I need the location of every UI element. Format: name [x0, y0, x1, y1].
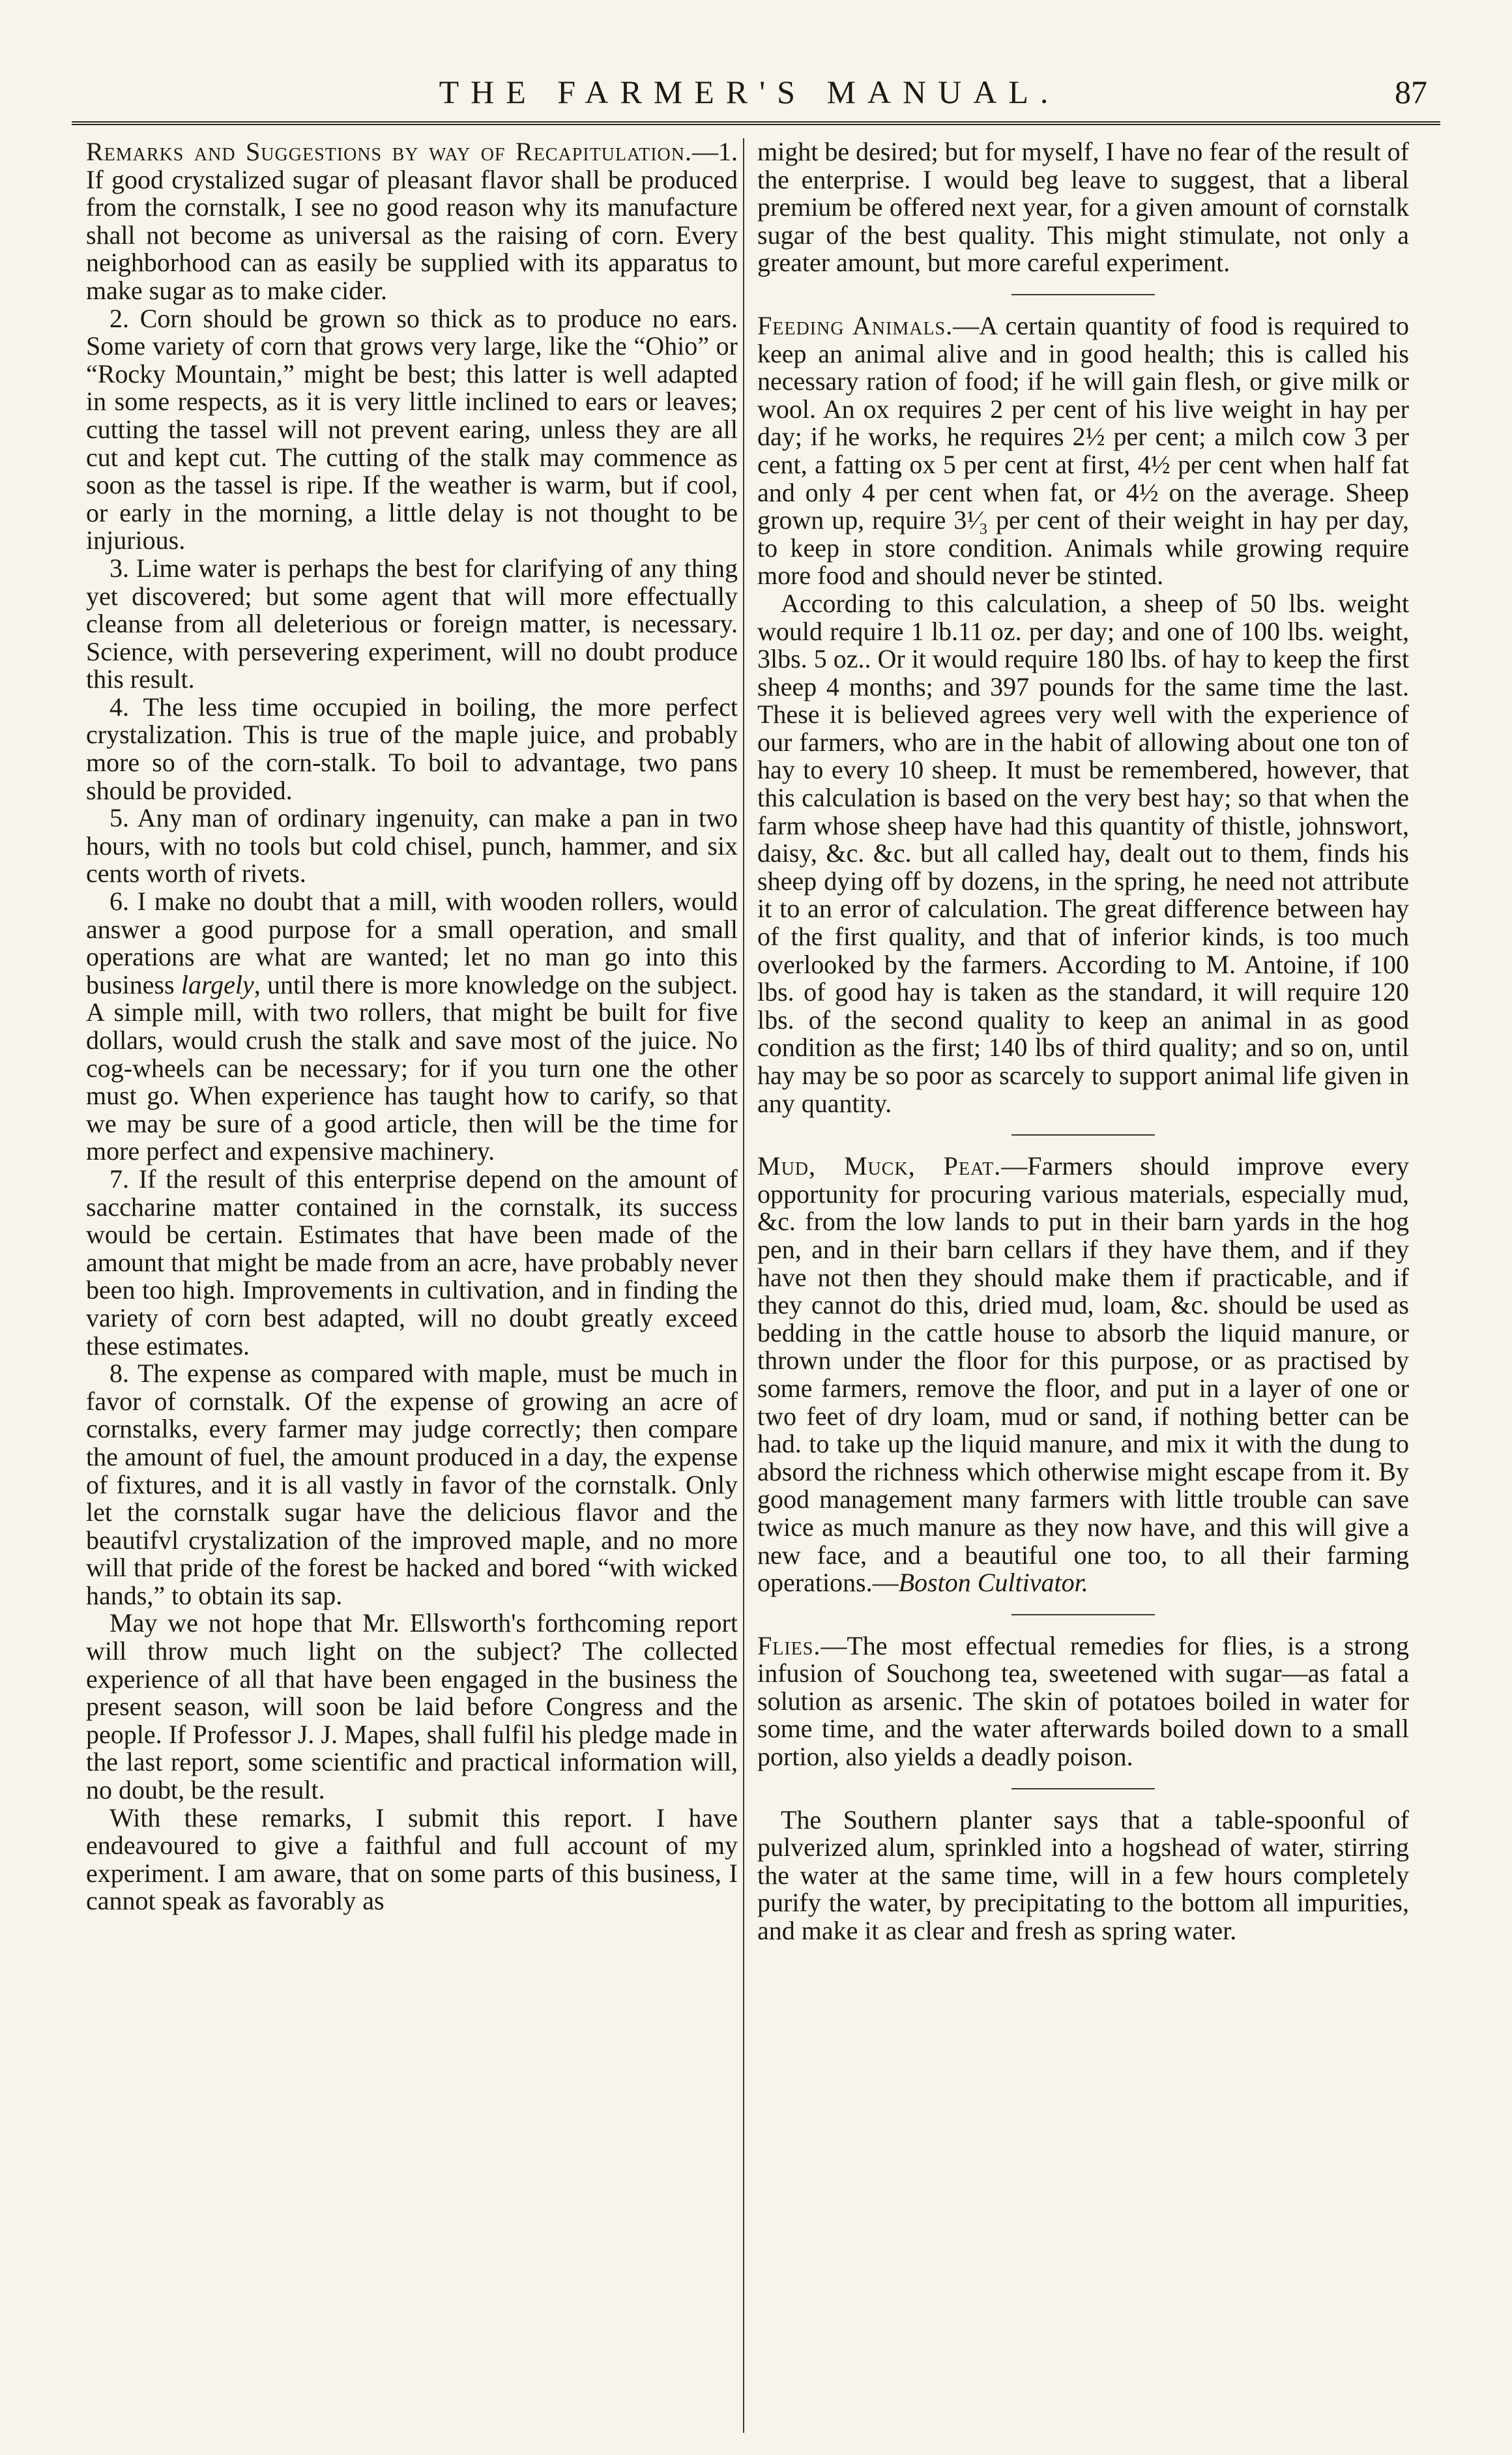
source-attribution: Boston Cultivator.: [898, 1568, 1088, 1598]
paragraph-text: —Farmers should improve every opportunity for procuring various materials, especially mud, &c. from the low lands to put in their barn yards in the hog pen, and in their barn cellars if they have them, and if they have not then they should make them if practicable, and if they cannot do this, dried mud, loam, &c. should be used as bedding in the cattle house to absorb the liquid manure, or thrown under the floor for this purpose, or as practised by some farmers, remove the floor, and put in a layer of one or two feet of dry loam, mud or sand, if nothing better can be had. to take up the liquid manure, and mix it with the dung to absord the richness which otherwise might escape from it. By good management many farmers with little trouble can save twice as much manure as they now have, and this will give a new face, and a beautiful one too, to all their farming operations.—: [757, 1151, 1409, 1598]
page-number: 87: [1395, 74, 1427, 110]
paragraph-text: , until there is more knowledge on the subject. A simple mill, with two rollers, that might be built for five dollars, would crush the stalk and save most of the juice. No cog-wheels can be necessary; for if you turn one the other must go. When experience has taught how to carify, so that we may be sure of a good article, then will be the time for more perfect and expensive machinery.: [86, 969, 738, 1166]
paragraph: [86, 888, 738, 1166]
paragraph: 8. The expense as compared with maple, must be much in favor of cornstalk. Of the expense of growing an acre of cornstalks, every farmer may judge correctly; then compare the amount of fuel, the amount produced in a day, the expense of fixtures, and it is all vastly in favor of the cornstalk. Only let the cornstalk sugar have the delicious flavor and the beautifvl crystalization of the improved maple, and no more will that pride of the forest be hacked and bored “with wicked hands,” to obtain its sap.: [86, 1359, 738, 1610]
running-title: THE FARMER'S MANUAL.: [439, 74, 1060, 110]
article-separator: [1011, 1788, 1155, 1789]
section-heading: Flies.: [757, 1630, 821, 1660]
paragraph: 3. Lime water is perhaps the best for clarifying of any thing yet discovered; but some agent that will more effectually cleanse from all deleterious or foreign matter, is necessary. Science, with persevering experiment, will no doubt produce this result.: [86, 553, 738, 694]
article-separator: [1011, 1614, 1155, 1615]
paragraph-text: —A certain quantity of food is required to keep an animal alive and in good health; this is called his necessary ration of food; if he will gain flesh, or give milk or wool. An ox requires 2 per cent of his live weight in hay per day; if he works, he requires 2½ per cent; a milch cow 3 per cent, a fatting ox 5 per cent at first, 4½ per cent when half fat and only 4 per cent when fat, or 4½ on the average. Sheep grown up, require 3¹⁄₃ per cent of their weight in hay per day, to keep in store condition. Animals while growing require more food and should never be stinted.: [757, 310, 1409, 591]
paragraph: With these remarks, I submit this report. I have endeavoured to give a faithful and full account of my experiment. I am aware, that on some parts of this business, I cannot speak as favorably as: [86, 1802, 738, 1916]
section-heading: Feeding Animals.: [757, 310, 953, 340]
paragraph: 2. Corn should be grown so thick as to produce no ears. Some variety of corn that grows very large, like the “Ohio” or “Rocky Mountain,” might be best; this latter is well adapted in some respects, as it is very little inclined to ears or leaves; cutting the tassel will not prevent earing, unless they are all cut and kept cut. The cutting of the stalk may commence as soon as the tassel is ripe. If the weather is warm, but if cool, or early in the morning, a little delay is not thought to be injurious.: [86, 303, 738, 555]
feeding-animals-paragraph: [757, 312, 1409, 590]
right-column: [757, 138, 1409, 1945]
mud-muck-peat-paragraph: [757, 1153, 1409, 1597]
column-divider: [743, 138, 744, 2433]
paragraph-text: —1. If good crystalized sugar of pleasant flavor shall be produced from the cornstalk, I see no good reason why its manufacture shall not become as universal as the raising of corn. Every neighborhood can as easily be supplied with its apparatus to make sugar as to make cider.: [86, 137, 738, 305]
section-heading: Mud, Muck, Peat.: [757, 1151, 1002, 1181]
paragraph: 5. Any man of ordinary ingenuity, can make a pan in two hours, with no tools but cold chisel, punch, hammer, and six cents worth of rivets.: [86, 803, 738, 889]
paragraph-text: —The most effectual remedies for flies, is a strong infusion of Souchong tea, sweetened with sugar—as fatal a solution as arsenic. The skin of potatoes boiled in water for some time, and the water afterwards boiled down to a small portion, also yields a deadly poison.: [757, 1630, 1409, 1772]
paragraph: 7. If the result of this enterprise depend on the amount of saccharine matter contained in the cornstalk, its success would be certain. Estimates that have been made of the amount that might be made from an acre, have probably never been too high. Improvements in cultivation, and in finding the variety of corn best adapted, will no doubt greatly exceed these estimates.: [86, 1164, 738, 1360]
recapitulation-paragraph: [86, 138, 738, 305]
paragraph: The Southern planter says that a table-spoonful of pulverized alum, sprinkled into a hogshead of water, stirring the water at the same time, will in a few hours completely purify the water, by precipitating to the bottom all impurities, and make it as clear and fresh as spring water.: [757, 1804, 1409, 1946]
paragraph: According to this calculation, a sheep of 50 lbs. weight would require 1 lb.11 oz. per day; and one of 100 lbs. weight, 3lbs. 5 oz.. Or it would require 180 lbs. of hay to keep the first sheep 4 months; and 397 pounds for the same time the last. These it is believed agrees very well with the experience of our farmers, who are in the habit of allowing about one ton of hay to every 10 sheep. It must be remembered, however, that this calculation is based on the very best hay; so that when the farm whose sheep have had this quantity of thistle, johnswort, daisy, &c. &c. but all called hay, dealt out to them, finds his sheep dying off by dozens, in the spring, he need not attribute it to an error of calculation. The great difference between hay of the first quality, and that of inferior kinds, is too much overlooked by the farmers. According to M. Antoine, if 100 lbs. of good hay is taken as the standard, it will require 120 lbs. of the second quality to keep an animal in as good condition as the first; 140 lbs of third quality; and so on, until hay may be so poor as scarcely to support animal life given in any quantity.: [757, 588, 1409, 1118]
emphasis-text: largely: [181, 969, 254, 999]
article-separator: [1011, 294, 1155, 295]
article-separator: [1011, 1134, 1155, 1136]
section-heading: Remarks and Suggestions by way of Recapitulation.: [86, 137, 692, 166]
flies-paragraph: [757, 1632, 1409, 1771]
header-rule: [72, 121, 1440, 125]
paragraph: might be desired; but for myself, I have no fear of the result of the enterprise. I would beg leave to suggest, that a liberal premium be offered next year, for a given amount of cornstalk sugar of the best quality. This might stimulate, not only a greater amount, but more careful experiment.: [757, 137, 1409, 278]
paragraph: May we not hope that Mr. Ellsworth's forthcoming report will throw much light on the subject? The collected experience of all that have been engaged in the business the present season, will soon be laid before Congress and the people. If Professor J. J. Mapes, shall fulfil his pledge made in the last report, some scientific and practical information will, no doubt, be the result.: [86, 1608, 738, 1805]
left-column: [86, 138, 738, 1915]
paragraph: 4. The less time occupied in boiling, the more perfect crystalization. This is true of the maple juice, and probably more so of the corn-stalk. To boil to advantage, two pans should be provided.: [86, 692, 738, 805]
paragraph-text: 6. I make no doubt that a mill, with wooden rollers, would answer a good purpose for a small operation, and small operations are what are wanted; let no man go into this business: [86, 887, 738, 999]
page-header: [72, 73, 1427, 119]
